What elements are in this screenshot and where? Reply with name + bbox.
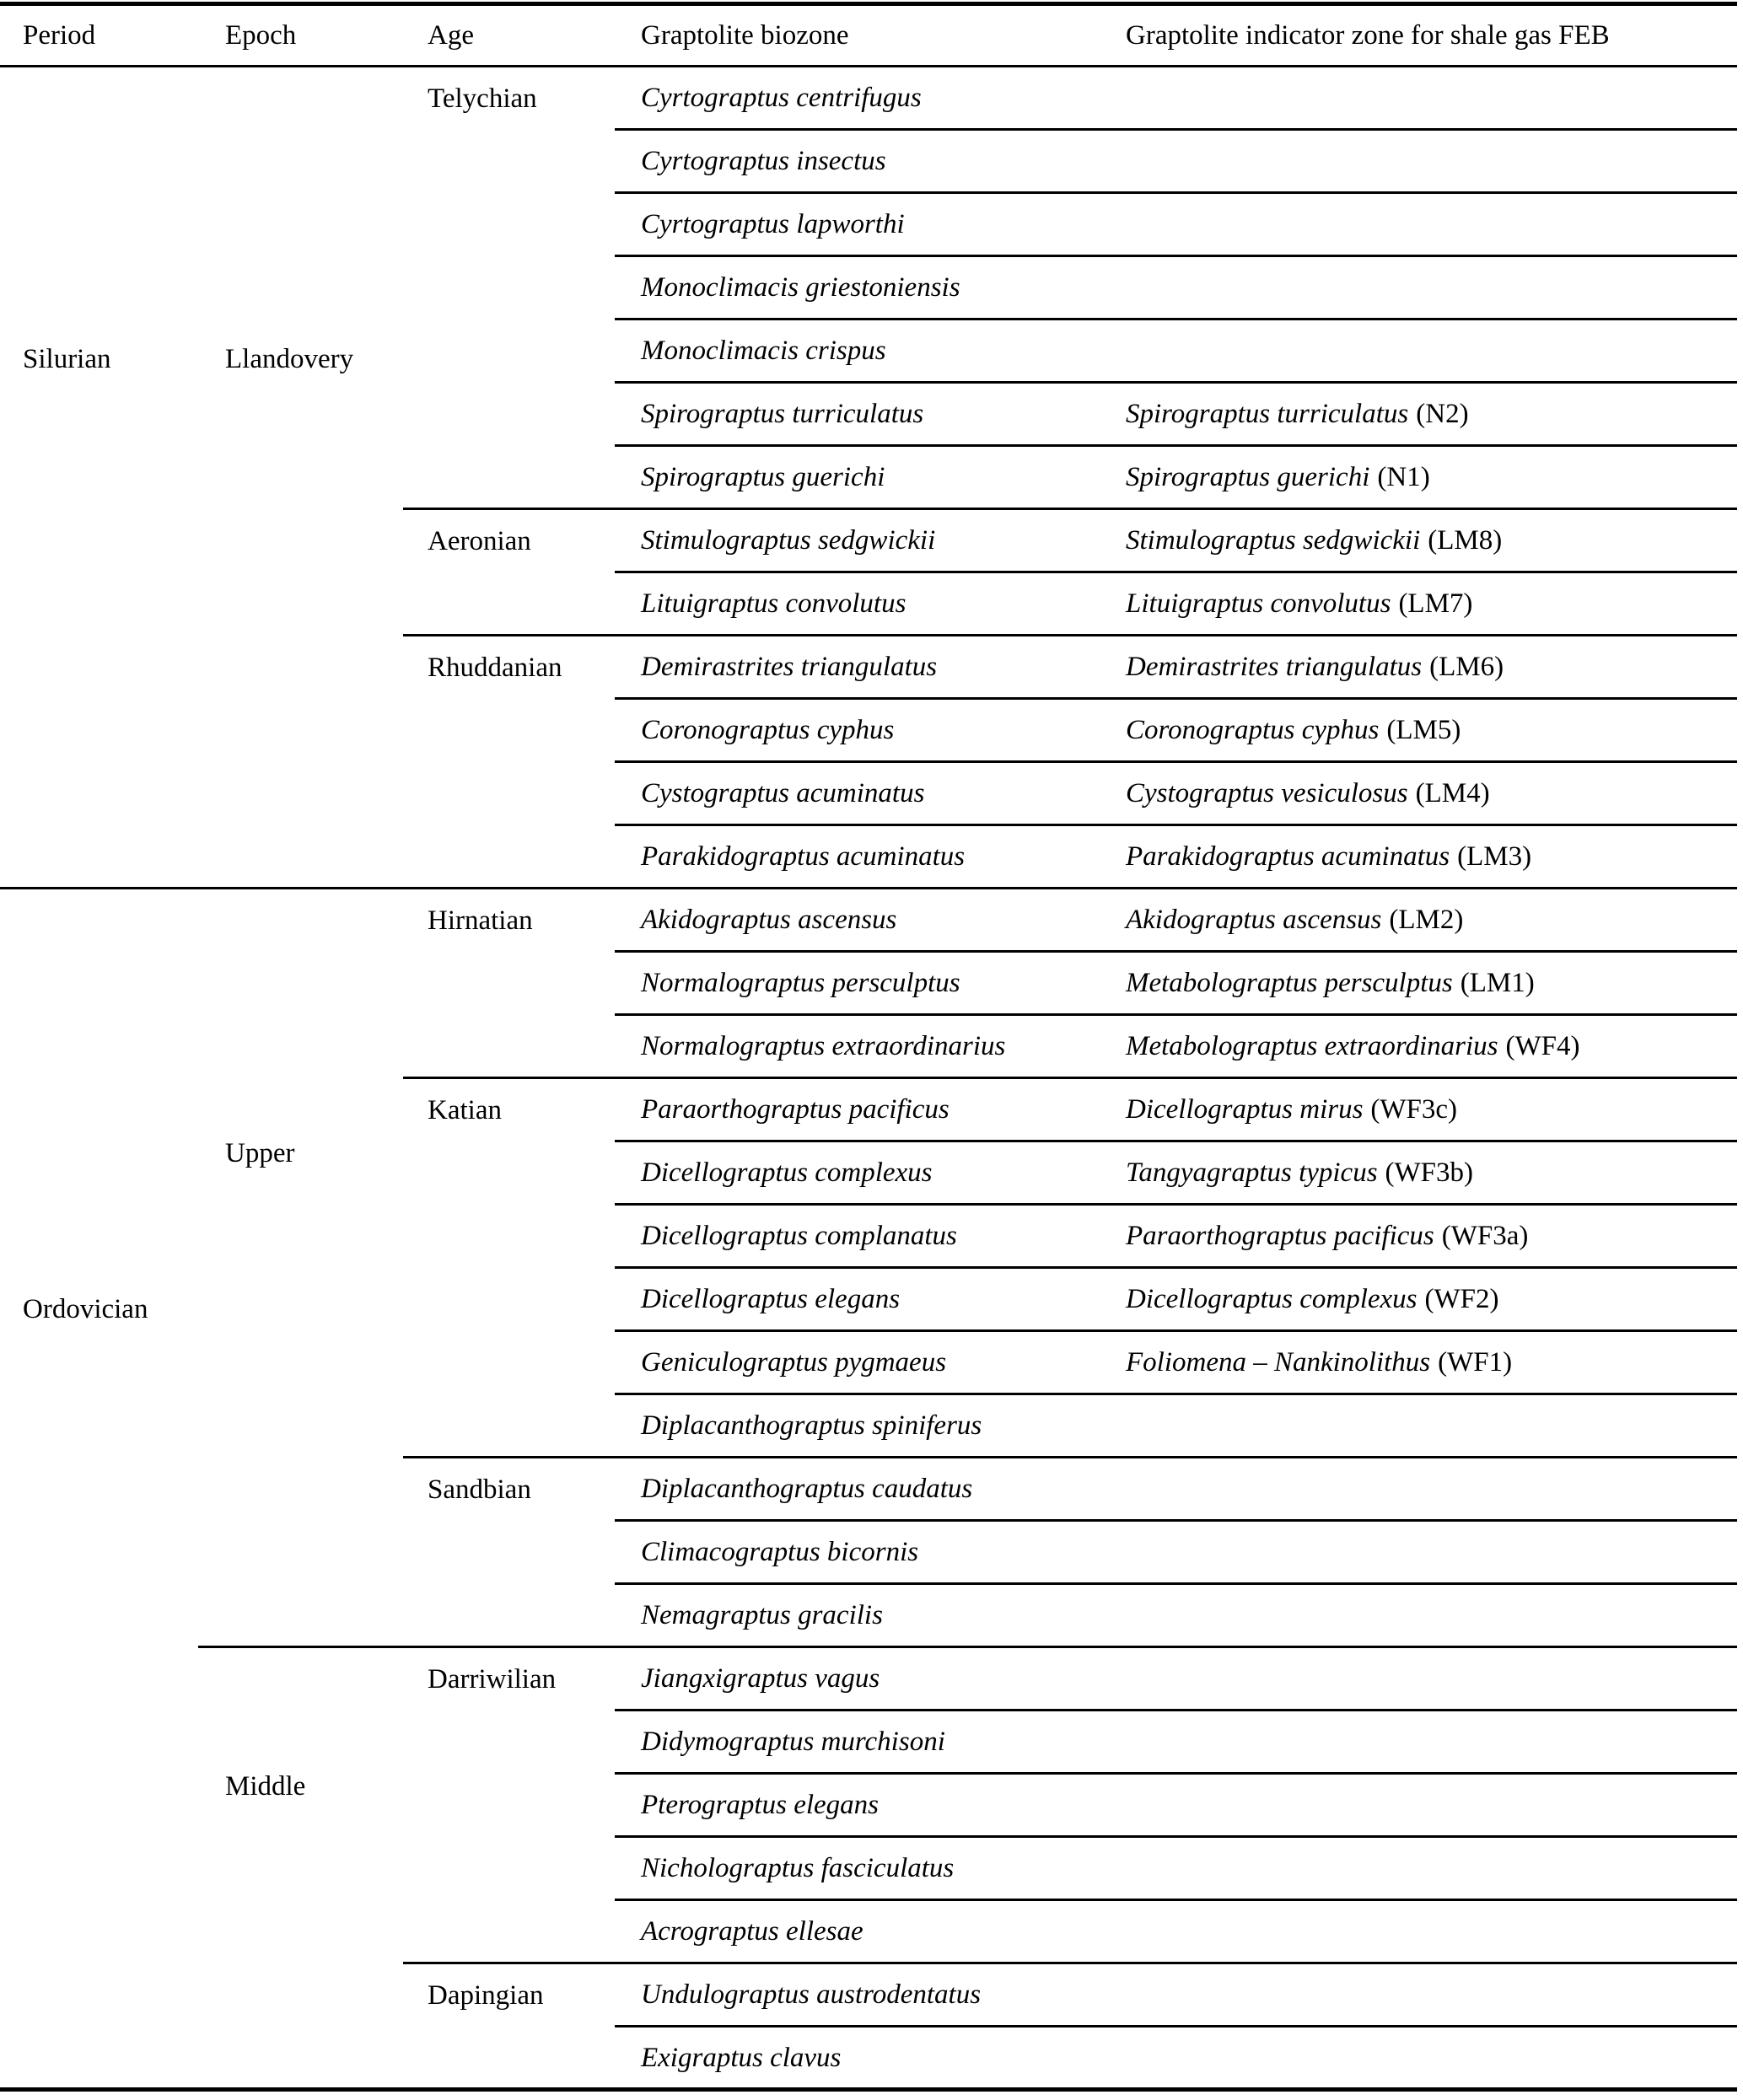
epoch-label: Middle xyxy=(225,1771,306,1802)
age-label: Aeronian xyxy=(428,526,531,556)
biozone-cell xyxy=(615,193,1105,256)
graptolite-biozone-table xyxy=(0,2,1737,2092)
indicator-cell xyxy=(1105,130,1737,193)
indicator-cell xyxy=(1105,1900,1737,1963)
indicator-zone-code: (WF2) xyxy=(1424,1284,1499,1314)
biozone-species-name: Dicellograptus elegans xyxy=(641,1284,901,1314)
indicator-cell xyxy=(1105,1331,1737,1394)
age-cell-dapingian xyxy=(403,1963,615,2090)
biozone-cell xyxy=(615,572,1105,636)
col-header-biozone xyxy=(615,4,1105,67)
col-header-label: Period xyxy=(23,20,96,51)
indicator-zone-code: (LM3) xyxy=(1457,841,1532,872)
header-row xyxy=(0,4,1737,67)
biozone-species-name: Exigraptus clavus xyxy=(641,2042,842,2073)
biozone-species-name: Lituigraptus convolutus xyxy=(641,588,906,619)
table-row xyxy=(0,67,1737,130)
indicator-species-name: Dicellograptus mirus xyxy=(1126,1094,1364,1125)
biozone-cell xyxy=(615,67,1105,130)
age-cell-rhuddanian xyxy=(403,636,615,889)
indicator-species-name: Tangyagraptus typicus xyxy=(1126,1157,1378,1188)
indicator-cell xyxy=(1105,320,1737,383)
epoch-label: Llandovery xyxy=(225,344,354,374)
col-header-label: Graptolite indicator zone for shale gas FEB xyxy=(1126,20,1610,51)
biozone-cell xyxy=(615,1584,1105,1647)
biozone-species-name: Nicholograptus fasciculatus xyxy=(641,1853,955,1883)
biozone-cell xyxy=(615,1711,1105,1774)
biozone-species-name: Parakidograptus acuminatus xyxy=(641,841,966,872)
indicator-cell xyxy=(1105,193,1737,256)
indicator-species-name: Spirograptus turriculatus xyxy=(1126,399,1409,429)
biozone-cell xyxy=(615,1521,1105,1584)
biozone-species-name: Climacograptus bicornis xyxy=(641,1537,919,1567)
biozone-species-name: Undulograptus austrodentatus xyxy=(641,1979,982,2010)
biozone-species-name: Diplacanthograptus spiniferus xyxy=(641,1410,982,1441)
biozone-species-name: Akidograptus ascensus xyxy=(641,905,897,935)
indicator-cell xyxy=(1105,825,1737,889)
indicator-cell xyxy=(1105,1015,1737,1078)
indicator-species-name: Demirastrites triangulatus xyxy=(1126,652,1423,682)
biozone-species-name: Normalograptus extraordinarius xyxy=(641,1031,1006,1061)
biozone-species-name: Diplacanthograptus caudatus xyxy=(641,1474,973,1504)
biozone-species-name: Monoclimacis crispus xyxy=(641,336,886,366)
indicator-cell xyxy=(1105,1205,1737,1268)
indicator-cell xyxy=(1105,1774,1737,1837)
indicator-cell xyxy=(1105,2027,1737,2090)
indicator-cell xyxy=(1105,509,1737,572)
stratigraphic-table-figure xyxy=(0,2,1743,2092)
biozone-species-name: Geniculograptus pygmaeus xyxy=(641,1347,947,1378)
indicator-cell xyxy=(1105,1394,1737,1458)
age-cell-katian xyxy=(403,1078,615,1458)
indicator-cell xyxy=(1105,1078,1737,1141)
indicator-cell xyxy=(1105,67,1737,130)
indicator-cell xyxy=(1105,1521,1737,1584)
indicator-species-name: Lituigraptus convolutus xyxy=(1126,588,1391,619)
biozone-cell xyxy=(615,1394,1105,1458)
biozone-cell xyxy=(615,1141,1105,1205)
indicator-species-name: Metabolograptus extraordinarius xyxy=(1126,1031,1498,1061)
indicator-cell xyxy=(1105,1963,1737,2027)
col-header-age xyxy=(403,4,615,67)
indicator-zone-code: (WF3b) xyxy=(1385,1157,1474,1188)
biozone-cell xyxy=(615,383,1105,446)
biozone-species-name: Acrograptus ellesae xyxy=(641,1916,863,1947)
biozone-cell xyxy=(615,825,1105,889)
biozone-cell xyxy=(615,1963,1105,2027)
biozone-cell xyxy=(615,1268,1105,1331)
biozone-cell xyxy=(615,446,1105,509)
indicator-species-name: Akidograptus ascensus xyxy=(1126,905,1382,935)
indicator-species-name: Parakidograptus acuminatus xyxy=(1126,841,1450,872)
biozone-species-name: Cystograptus acuminatus xyxy=(641,778,925,808)
biozone-species-name: Stimulograptus sedgwickii xyxy=(641,525,936,556)
indicator-species-name: Spirograptus guerichi xyxy=(1126,462,1370,492)
indicator-species-name: Paraorthograptus pacificus xyxy=(1126,1221,1434,1251)
indicator-cell xyxy=(1105,1711,1737,1774)
biozone-species-name: Cyrtograptus lapworthi xyxy=(641,209,905,239)
indicator-cell xyxy=(1105,572,1737,636)
biozone-cell xyxy=(615,1647,1105,1711)
biozone-species-name: Cyrtograptus insectus xyxy=(641,146,886,176)
col-header-epoch xyxy=(198,4,403,67)
biozone-cell xyxy=(615,1205,1105,1268)
indicator-zone-code: (LM1) xyxy=(1460,968,1535,998)
biozone-species-name: Coronograptus cyphus xyxy=(641,715,895,745)
age-label: Telychian xyxy=(428,83,537,114)
biozone-cell xyxy=(615,130,1105,193)
indicator-zone-code: (N1) xyxy=(1377,462,1430,492)
indicator-cell xyxy=(1105,762,1737,825)
biozone-cell xyxy=(615,952,1105,1015)
biozone-cell xyxy=(615,889,1105,952)
indicator-cell xyxy=(1105,446,1737,509)
indicator-cell xyxy=(1105,1837,1737,1900)
indicator-zone-code: (LM5) xyxy=(1386,715,1461,745)
biozone-cell xyxy=(615,699,1105,762)
indicator-cell xyxy=(1105,889,1737,952)
biozone-species-name: Spirograptus guerichi xyxy=(641,462,885,492)
biozone-species-name: Spirograptus turriculatus xyxy=(641,399,924,429)
col-header-indicator-zone xyxy=(1105,4,1737,67)
biozone-species-name: Nemagraptus gracilis xyxy=(641,1600,883,1630)
col-header-label: Age xyxy=(428,20,474,51)
indicator-species-name: Dicellograptus complexus xyxy=(1126,1284,1418,1314)
indicator-species-name: Coronograptus cyphus xyxy=(1126,715,1380,745)
biozone-cell xyxy=(615,1331,1105,1394)
indicator-zone-code: (LM2) xyxy=(1389,905,1464,935)
indicator-cell xyxy=(1105,383,1737,446)
indicator-cell xyxy=(1105,699,1737,762)
period-label: Silurian xyxy=(23,344,111,374)
biozone-cell xyxy=(615,1837,1105,1900)
indicator-species-name: Cystograptus vesiculosus xyxy=(1126,778,1408,808)
epoch-label: Upper xyxy=(225,1138,295,1168)
indicator-cell xyxy=(1105,1458,1737,1521)
indicator-zone-code: (WF3a) xyxy=(1441,1221,1529,1251)
indicator-zone-code: (LM7) xyxy=(1398,588,1473,619)
period-cell-silurian xyxy=(0,67,198,889)
indicator-zone-code: (WF4) xyxy=(1505,1031,1580,1061)
biozone-cell xyxy=(615,1774,1105,1837)
age-label: Dapingian xyxy=(428,1980,544,2011)
indicator-zone-code: (WF3c) xyxy=(1370,1094,1458,1125)
indicator-zone-code: (WF1) xyxy=(1438,1347,1513,1378)
col-header-label: Epoch xyxy=(225,20,297,51)
biozone-species-name: Didymograptus murchisoni xyxy=(641,1727,945,1757)
age-cell-darriwilian xyxy=(403,1647,615,1963)
biozone-cell xyxy=(615,1900,1105,1963)
age-label: Sandbian xyxy=(428,1474,531,1505)
epoch-cell-llandovery xyxy=(198,67,403,889)
indicator-cell xyxy=(1105,1647,1737,1711)
biozone-species-name: Dicellograptus complanatus xyxy=(641,1221,957,1251)
epoch-cell-upper xyxy=(198,889,403,1647)
age-label: Katian xyxy=(428,1095,502,1125)
period-label: Ordovician xyxy=(23,1294,148,1324)
indicator-species-name: Stimulograptus sedgwickii xyxy=(1126,525,1421,556)
biozone-cell xyxy=(615,1078,1105,1141)
age-cell-aeronian xyxy=(403,509,615,636)
age-cell-telychian xyxy=(403,67,615,509)
epoch-cell-middle xyxy=(198,1647,403,2090)
period-cell-ordovician xyxy=(0,889,198,2090)
indicator-cell xyxy=(1105,952,1737,1015)
indicator-cell xyxy=(1105,256,1737,320)
col-header-period xyxy=(0,4,198,67)
biozone-species-name: Pterograptus elegans xyxy=(641,1790,879,1820)
table-row xyxy=(0,1647,1737,1711)
indicator-zone-code: (LM8) xyxy=(1428,525,1503,556)
age-cell-hirnatian xyxy=(403,889,615,1078)
biozone-cell xyxy=(615,762,1105,825)
biozone-species-name: Monoclimacis griestoniensis xyxy=(641,272,960,303)
indicator-cell xyxy=(1105,1141,1737,1205)
age-cell-sandbian xyxy=(403,1458,615,1647)
age-label: Hirnatian xyxy=(428,905,533,936)
indicator-cell xyxy=(1105,1268,1737,1331)
indicator-cell xyxy=(1105,1584,1737,1647)
indicator-cell xyxy=(1105,636,1737,699)
table-row xyxy=(0,889,1737,952)
age-label: Darriwilian xyxy=(428,1664,557,1695)
biozone-species-name: Cyrtograptus centrifugus xyxy=(641,83,922,113)
biozone-species-name: Jiangxigraptus vagus xyxy=(641,1663,880,1694)
biozone-cell xyxy=(615,256,1105,320)
biozone-species-name: Demirastrites triangulatus xyxy=(641,652,938,682)
indicator-species-name: Metabolograptus persculptus xyxy=(1126,968,1453,998)
biozone-species-name: Dicellograptus complexus xyxy=(641,1157,933,1188)
age-label: Rhuddanian xyxy=(428,653,562,683)
biozone-cell xyxy=(615,1458,1105,1521)
biozone-species-name: Paraorthograptus pacificus xyxy=(641,1094,950,1125)
biozone-species-name: Normalograptus persculptus xyxy=(641,968,960,998)
indicator-species-name: Foliomena – Nankinolithus xyxy=(1126,1347,1431,1378)
biozone-cell xyxy=(615,1015,1105,1078)
col-header-label: Graptolite biozone xyxy=(641,20,849,51)
indicator-zone-code: (LM6) xyxy=(1429,652,1504,682)
biozone-cell xyxy=(615,320,1105,383)
indicator-zone-code: (N2) xyxy=(1416,399,1469,429)
biozone-cell xyxy=(615,2027,1105,2090)
biozone-cell xyxy=(615,636,1105,699)
biozone-cell xyxy=(615,509,1105,572)
indicator-zone-code: (LM4) xyxy=(1415,778,1490,808)
